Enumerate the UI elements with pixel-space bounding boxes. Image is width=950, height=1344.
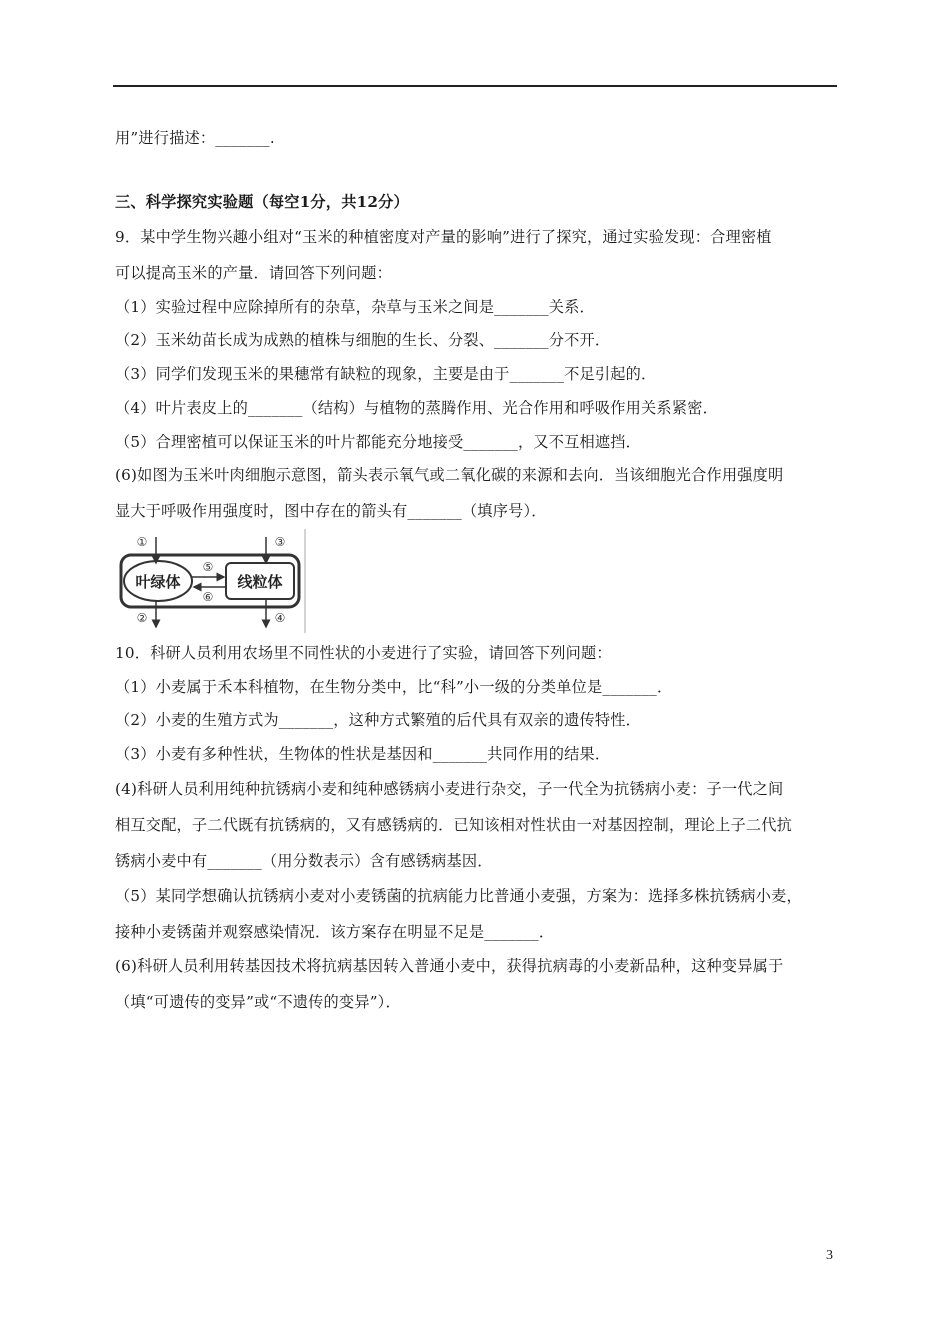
- question-9-stem-cont: 可以提高玉米的产量．请回答下列问题：: [115, 264, 392, 282]
- question-10-part-3: （3）小麦有多种性状，生物体的性状是基因和_______共同作用的结果．: [115, 745, 611, 763]
- arrow-label-5: ⑤: [202, 560, 214, 574]
- leaf-cell-diagram-svg: [118, 529, 308, 633]
- text-line-continuation: 用”进行描述：_______.: [115, 129, 275, 147]
- question-10-stem: 10．科研人员利用农场里不同性状的小麦进行了实验，请回答下列问题：: [115, 644, 612, 662]
- question-9-part-6-cont: 显大于呼吸作用强度时，图中存在的箭头有_______（填序号）．: [115, 502, 547, 520]
- arrow-label-2: ②: [136, 611, 148, 625]
- question-9-part-1: （1）实验过程中应除掉所有的杂草，杂草与玉米之间是_______关系．: [115, 298, 595, 316]
- question-9-part-6: (6)如图为玉米叶肉细胞示意图，箭头表示氧气或二氧化碳的来源和去向．当该细胞光合作用强度明: [115, 466, 784, 484]
- question-10-part-4: (4)科研人员利用纯种抗锈病小麦和纯种感锈病小麦进行杂交，子一代全为抗锈病小麦：子一代之间: [115, 780, 784, 798]
- question-9-part-3: （3）同学们发现玉米的果穗常有缺粒的现象，主要是由于_______不足引起的．: [115, 365, 657, 383]
- question-10-part-4-cont: 相互交配，子二代既有抗锈病的，又有感锈病的．已知该相对性状由一对基因控制，理论上子二代抗: [115, 816, 793, 834]
- page-number: 3: [826, 1248, 833, 1263]
- question-10-part-5: （5）某同学想确认抗锈病小麦对小麦锈菌的抗病能力比普通小麦强，方案为：选择多株抗锈病小麦，: [115, 887, 802, 905]
- question-10-part-6: (6)科研人员利用转基因技术将抗病基因转入普通小麦中，获得抗病毒的小麦新品种，这种变异属于: [115, 957, 784, 975]
- mitochondria-label: 线粒体: [237, 573, 283, 591]
- question-10-part-4-cont-2: 锈病小麦中有_______（用分数表示）含有感锈病基因．: [115, 852, 493, 870]
- question-9-part-2: （2）玉米幼苗长成为成熟的植株与细胞的生长、分裂、_______分不开．: [115, 331, 611, 349]
- leaf-cell-diagram: [118, 529, 308, 633]
- question-10-part-6-cont: （填“可遗传的变异”或“不遗传的变异”）．: [115, 993, 401, 1011]
- question-10-part-5-cont: 接种小麦锈菌并观察感染情况．该方案存在明显不足是_______．: [115, 923, 555, 941]
- question-9-part-4: （4）叶片表皮上的_______（结构）与植物的蒸腾作用、光合作用和呼吸作用关系紧密．: [115, 399, 718, 417]
- section-heading: 三、科学探究实验题（每空1分，共12分）: [115, 193, 409, 211]
- arrow-label-4: ④: [274, 611, 286, 625]
- arrow-label-1: ①: [136, 535, 148, 549]
- question-10-part-2: （2）小麦的生殖方式为_______，这种方式繁殖的后代具有双亲的遗传特性．: [115, 711, 642, 729]
- question-10-part-1: （1）小麦属于禾本科植物，在生物分类中，比“科”小一级的分类单位是_______．: [115, 678, 673, 696]
- header-rule: [113, 85, 837, 87]
- question-9-part-5: （5）合理密植可以保证玉米的叶片都能充分地接受_______，又不互相遮挡．: [115, 433, 642, 451]
- chloroplast-label: 叶绿体: [135, 573, 181, 591]
- arrow-label-6: ⑥: [202, 590, 214, 604]
- arrow-label-3: ③: [274, 535, 286, 549]
- question-9-stem: 9．某中学生物兴趣小组对“玉米的种植密度对产量的影响”进行了探究，通过实验发现：合理密植: [115, 228, 772, 246]
